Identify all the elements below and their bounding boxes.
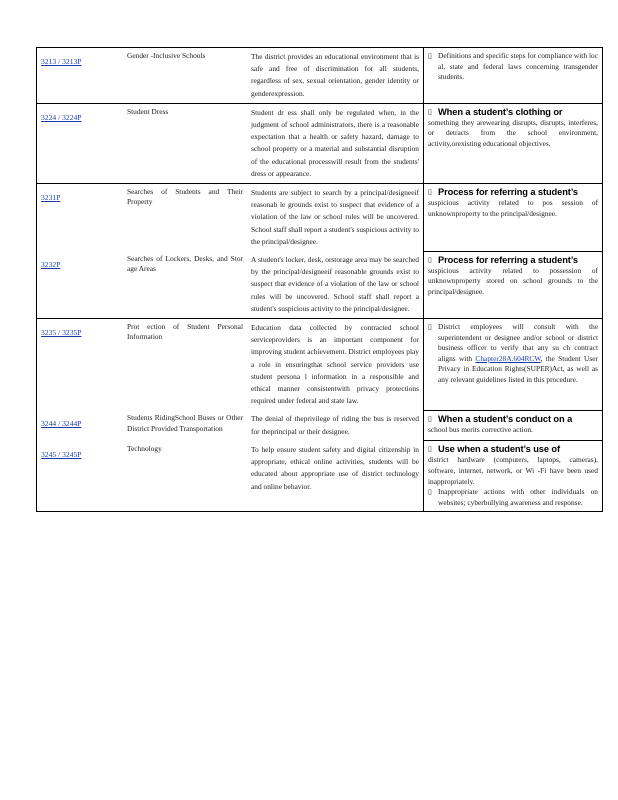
list-item xyxy=(428,444,598,455)
policy-code-link[interactable]: 3231P xyxy=(41,193,61,203)
bullet-text: Inappropriate actions with other individuals on websites; cyberbullying awareness and response. xyxy=(438,487,598,507)
table-row xyxy=(37,48,603,104)
list-item xyxy=(428,322,598,386)
policy-code-link[interactable]: 3244 / 3244P xyxy=(41,419,82,429)
bullet-heading: Use when a student’s use of xyxy=(438,444,560,455)
bullet-icon: ▯ xyxy=(428,445,432,454)
table-row xyxy=(37,184,603,252)
bullet-heading: When a student’s conduct on a xyxy=(438,413,573,424)
table-row xyxy=(37,410,603,440)
list-item xyxy=(428,414,598,425)
bullet-text-before: District employees will consult with the superintendent or designee and/or school or district business officer to verify that any su ch contract aligns with xyxy=(438,322,598,363)
policy-topic: Searches of Students and Their Property xyxy=(127,187,243,207)
bullet-text-after: , the Student User Privacy in Education Rights(SUPER)Act, as well as any relevant guidelines listed in this procedure. xyxy=(438,353,598,385)
policy-description: The denial of theprivilege of riding the bus is reserved for theprincipal or their designee. xyxy=(251,414,419,436)
policy-description: To help ensure student safety and digital citizenship in appropriate, ethical online activities, students will be educated about appropriate use of district technology and online behavior. xyxy=(251,444,419,491)
bullet-text: district hardware (computers, laptops, cameras), software, internet, network, or Wi -Fi have been used inappropriately. xyxy=(428,455,598,486)
bullet-heading: Process for referring a student’s xyxy=(438,187,578,198)
policy-description: A student's locker, desk, orstorage area may be searched by the principal/designeeif reasonable grounds exist to suspect that evidence of a violation of the law or school rules will be uncovered. School staff shall report a student's suspicious activity to the principal/designee. xyxy=(251,255,419,313)
bullet-text: Definitions and specific steps for compliance with loc al, state and federal laws concerning transgender students. xyxy=(438,51,598,82)
policy-table-page xyxy=(36,47,598,512)
list-item xyxy=(428,107,598,118)
table-row xyxy=(37,441,603,512)
bullet-text: suspicious activity related to possession of unknownproperty stored on school grounds to the principal/designee. xyxy=(428,265,598,296)
list-item xyxy=(428,51,598,83)
policy-description: Education data collected by contracted school serviceproviders is an important component for improving student achievement. District employees play a role in ensuringthat school service providers use student persona l information in a responsible and ethical manner consistentwith privacy protections required under federal and state law. xyxy=(251,323,419,406)
bullet-heading: Process for referring a student’s xyxy=(438,254,578,265)
bullet-icon: ▯ xyxy=(428,52,432,60)
policy-topic: Prot ection of Student Personal Information xyxy=(127,322,243,342)
rcw-chapter-link[interactable]: Chapter28A.604RCW xyxy=(475,353,541,363)
bullet-icon: ▯ xyxy=(428,107,432,116)
bullet-text: something they arewearing disrupts, disrupts, interferes, or detracts from the school environment, activity,orexisting educational objectives. xyxy=(428,117,598,148)
bullet-icon: ▯ xyxy=(428,323,432,332)
policy-description: Students are subject to search by a principal/designeeif reasonab le grounds exist to suspect that evidence of a violation of the law or school rules will be uncovered. School staff shall report a student's suspicious activity to the principal/designee. xyxy=(251,188,419,246)
policy-description: Student dr ess shall only be regulated when, in the judgment of school administrators, there is a reasonable expectation that a health or safety hazard, damage to school property or a material and substantial disruption of the educational processwill result from the students' dress or appearance. xyxy=(251,107,419,178)
list-item xyxy=(428,487,598,508)
bullet-icon: ▯ xyxy=(428,255,432,264)
bullet-heading: When a student’s clothing or xyxy=(438,106,563,117)
table-row xyxy=(37,103,603,183)
bullet-text: suspicious activity related to pos session of unknownproperty to the principal/designee. xyxy=(428,198,598,218)
policy-code-link[interactable]: 3245 / 3245P xyxy=(41,449,82,459)
bullet-icon: ▯ xyxy=(428,188,432,197)
policy-code-link[interactable]: 3232P xyxy=(41,260,61,270)
policy-code-link[interactable]: 3235 / 3235P xyxy=(41,328,82,338)
policy-code-link[interactable]: 3213 / 3213P xyxy=(41,57,82,66)
list-item xyxy=(428,187,598,198)
policy-topic: Student Dress xyxy=(127,106,169,116)
table-row xyxy=(37,251,603,319)
list-item xyxy=(428,255,598,266)
bullet-icon: ▯ xyxy=(428,414,432,423)
bullet-icon: ▯ xyxy=(428,488,432,497)
policy-table xyxy=(36,47,603,512)
policy-description: The district provides an educational environment that is safe and free of discrimination for all students, regardless of sex, sexual orientation, gender identity or genderexpression. xyxy=(251,52,419,98)
policy-topic: Searches of Lockers, Desks, and Stor age Areas xyxy=(127,254,243,274)
policy-code-link[interactable]: 3224 / 3224P xyxy=(41,112,82,122)
table-row xyxy=(37,319,603,411)
policy-topic: Technology xyxy=(127,443,162,453)
policy-topic: Gender -Inclusive Schools xyxy=(127,51,206,60)
bullet-text xyxy=(438,322,598,386)
policy-topic: Students RidingSchool Buses or Other District Provided Transportation xyxy=(127,413,243,433)
bullet-text: school bus merits corrective action. xyxy=(428,424,533,434)
